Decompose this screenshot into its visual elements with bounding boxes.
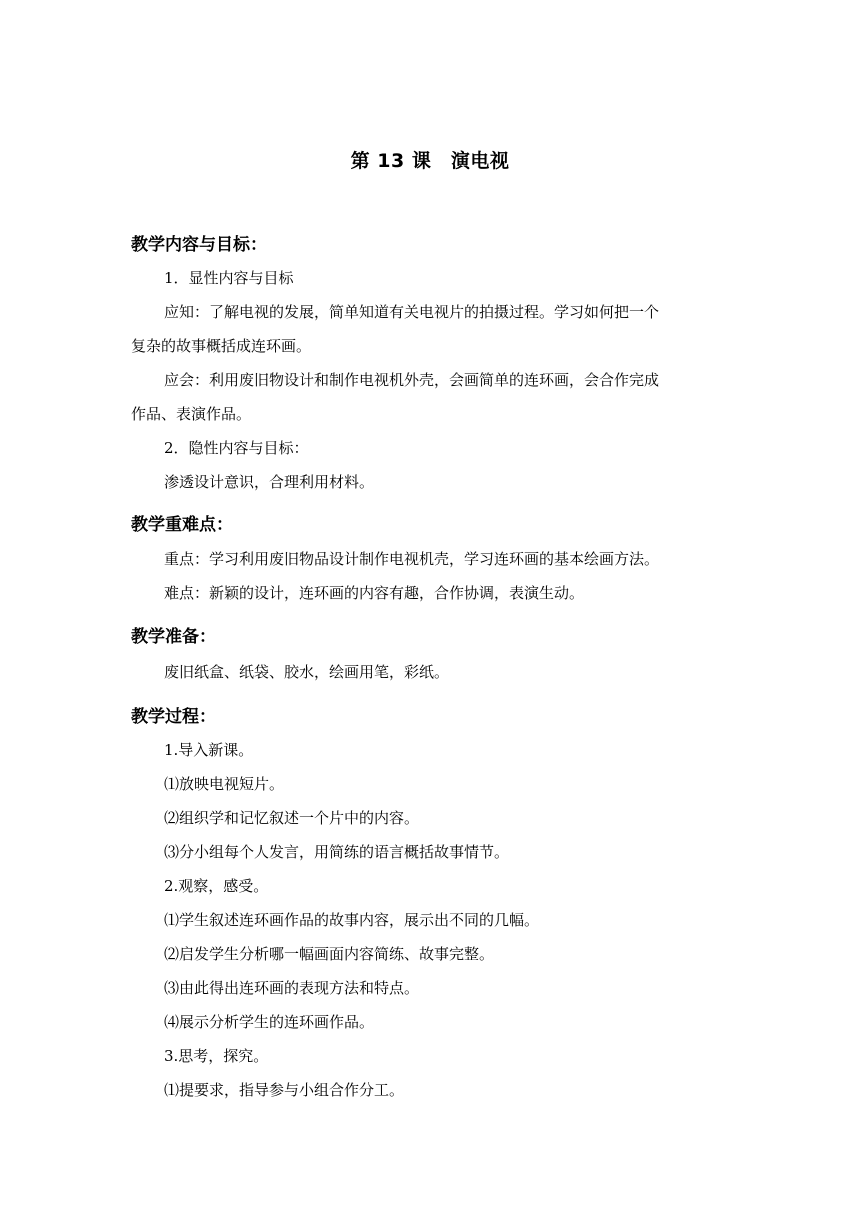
section-heading-preparation: 教学准备：	[131, 627, 216, 647]
process-line: 3.思考，探究。	[164, 1047, 269, 1065]
process-line: ⑷展示分析学生的连环画作品。	[164, 1013, 375, 1031]
key-points-line: 重点：学习利用废旧物品设计制作电视机壳，学习连环画的基本绘画方法。	[164, 550, 660, 568]
process-line: ⑶分小组每个人发言，用简练的语言概括故事情节。	[164, 843, 510, 861]
goals-line: 1．显性内容与目标	[164, 269, 294, 287]
process-line: 1.导入新课。	[164, 741, 254, 759]
goals-line: 应知：了解电视的发展，简单知道有关电视片的拍摄过程。学习如何把一个	[164, 303, 660, 321]
process-line: ⑵组织学和记忆叙述一个片中的内容。	[164, 809, 420, 827]
preparation-line: 废旧纸盒、纸袋、胶水，绘画用笔，彩纸。	[164, 663, 450, 681]
process-line: 2.观察，感受。	[164, 877, 269, 895]
section-heading-key-points: 教学重难点：	[131, 515, 233, 535]
process-line: ⑵启发学生分析哪一幅画面内容简练、故事完整。	[164, 945, 495, 963]
key-points-line: 难点：新颖的设计，连环画的内容有趣，合作协调，表演生动。	[164, 584, 585, 602]
section-heading-process: 教学过程：	[131, 707, 216, 727]
goals-line: 作品、表演作品。	[131, 405, 252, 423]
section-heading-goals: 教学内容与目标：	[131, 235, 267, 255]
goals-line: 2．隐性内容与目标：	[164, 439, 309, 457]
process-line: ⑴学生叙述连环画作品的故事内容，展示出不同的几幅。	[164, 911, 540, 929]
process-line: ⑶由此得出连环画的表现方法和特点。	[164, 979, 420, 997]
process-line: ⑴放映电视短片。	[164, 775, 285, 793]
goals-line: 渗透设计意识，合理利用材料。	[164, 473, 375, 491]
process-line: ⑴提要求，指导参与小组合作分工。	[164, 1081, 405, 1099]
goals-line: 应会：利用废旧物设计和制作电视机外壳，会画简单的连环画，会合作完成	[164, 371, 660, 389]
lesson-title: 第 13 课 演电视	[350, 150, 510, 172]
goals-line: 复杂的故事概括成连环画。	[131, 337, 312, 355]
